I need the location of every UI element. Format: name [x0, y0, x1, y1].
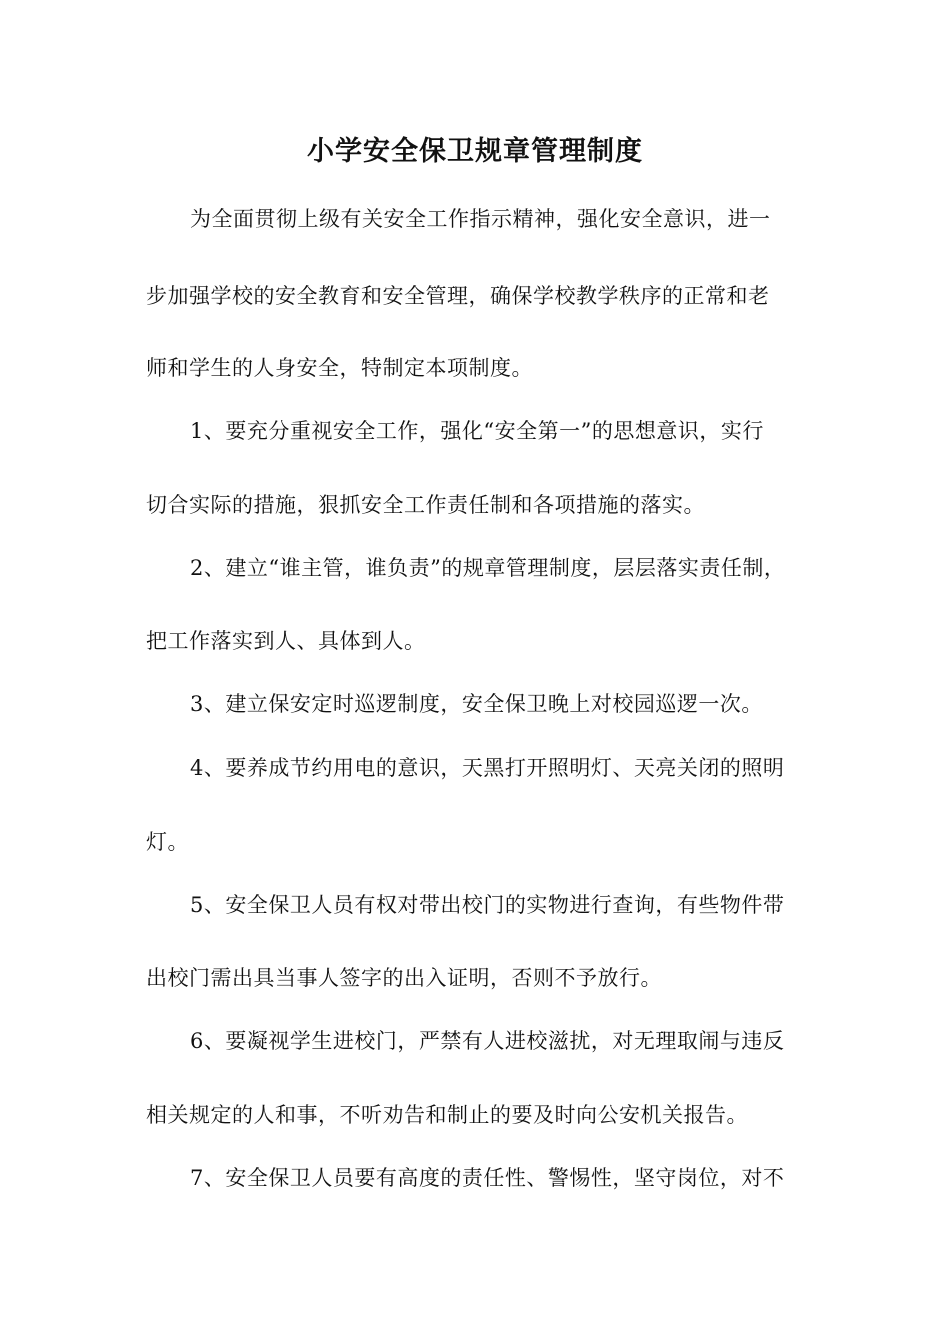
rule-3-line-1: 3、建立保安定时巡逻制度，安全保卫晚上对校园巡逻一次。 — [190, 692, 763, 716]
rule-1-line-2: 切合实际的措施，狠抓安全工作责任制和各项措施的落实。 — [146, 493, 705, 517]
rule-4-line-1: 4、要养成节约用电的意识，天黑打开照明灯、天亮关闭的照明 — [190, 756, 785, 780]
document-title: 小学安全保卫规章管理制度 — [307, 136, 643, 167]
intro-line-3: 师和学生的人身安全，特制定本项制度。 — [146, 356, 533, 380]
rule-7-line-1: 7、安全保卫人员要有高度的责任性、警惕性，坚守岗位，对不 — [190, 1166, 785, 1190]
rule-2-line-2: 把工作落实到人、具体到人。 — [146, 629, 426, 653]
rule-4-line-2: 灯。 — [146, 830, 189, 854]
intro-line-1: 为全面贯彻上级有关安全工作指示精神，强化安全意识，进一 — [190, 207, 771, 231]
rule-2-line-1: 2、建立“谁主管，谁负责”的规章管理制度，层层落实责任制， — [190, 556, 786, 580]
rule-5-line-2: 出校门需出具当事人签字的出入证明，否则不予放行。 — [146, 966, 662, 990]
rule-6-line-1: 6、要凝视学生进校门，严禁有人进校滋扰，对无理取闹与违反 — [190, 1029, 785, 1053]
intro-line-2: 步加强学校的安全教育和安全管理，确保学校教学秩序的正常和老 — [146, 284, 770, 308]
rule-6-line-2: 相关规定的人和事，不听劝告和制止的要及时向公安机关报告。 — [146, 1103, 748, 1127]
rule-5-line-1: 5、安全保卫人员有权对带出校门的实物进行查询，有些物件带 — [190, 893, 785, 917]
rule-1-line-1: 1、要充分重视安全工作，强化“安全第一”的思想意识，实行 — [190, 419, 764, 443]
